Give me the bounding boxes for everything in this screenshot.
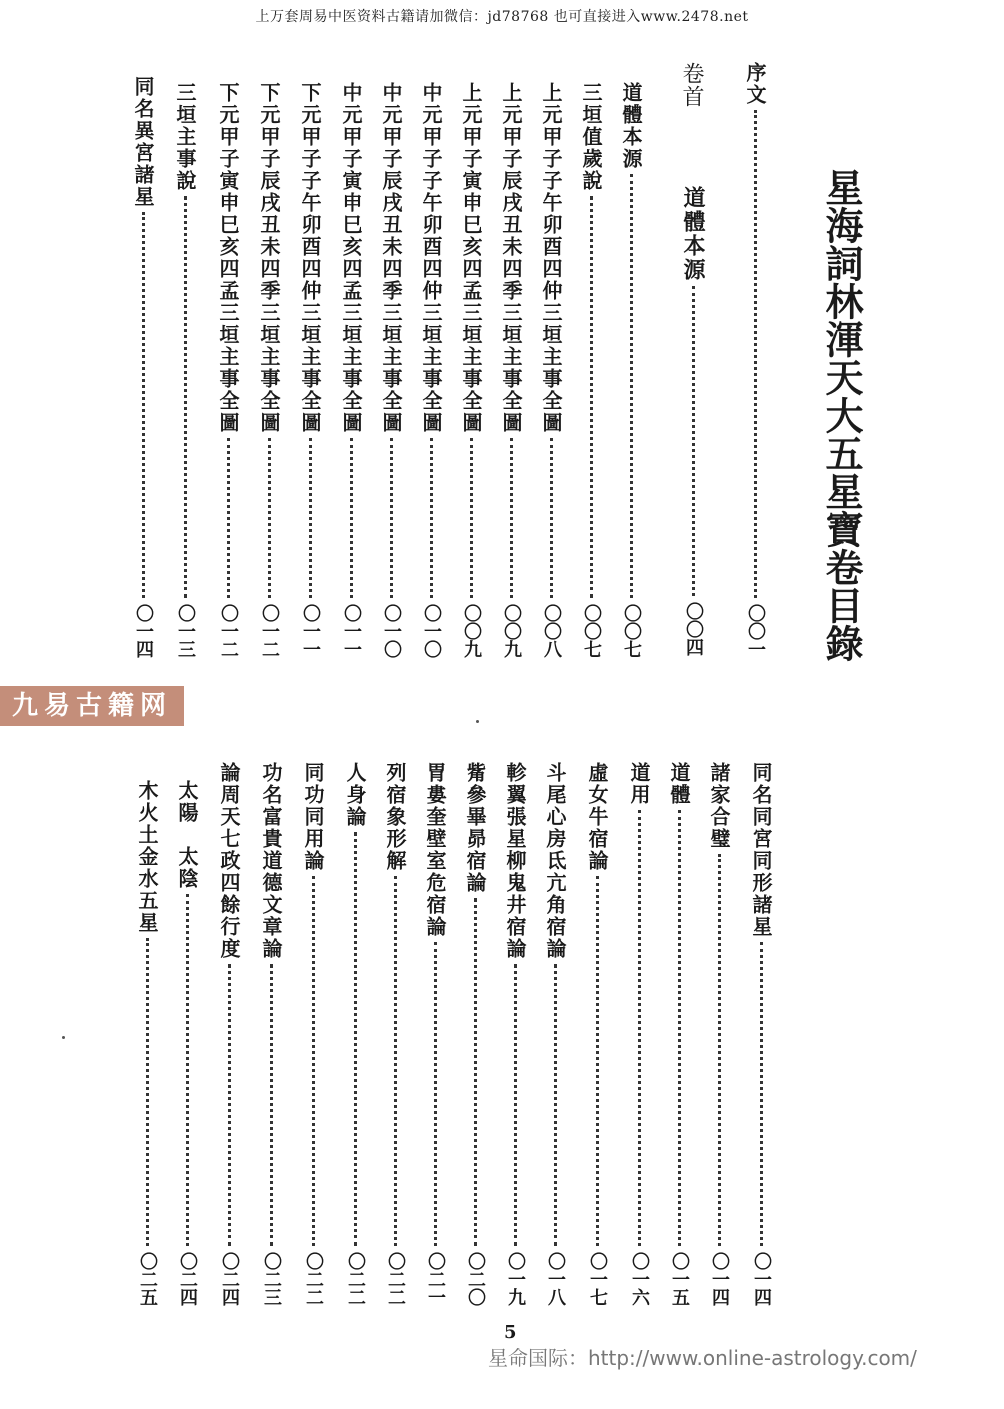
toc-entry-title: 斗尾心房氐亢角宿論	[543, 762, 567, 960]
toc-entry-page: 〇一二	[259, 604, 280, 658]
toc-entry-title: 中元甲子辰戌丑未四季三垣主事全圖	[379, 82, 403, 434]
toc-entry-title: 上元甲子子午卯酉四仲三垣主事全圖	[539, 82, 563, 434]
leader-dots	[268, 438, 271, 598]
toc-entry-title: 軫翼張星柳鬼井宿論	[503, 762, 527, 960]
toc-entry-page: 〇〇九	[461, 604, 482, 658]
toc-entry[interactable]	[380, 762, 410, 1306]
leader-dots	[227, 438, 230, 598]
toc-entry[interactable]	[376, 82, 406, 658]
toc-entry-page: 〇二三	[261, 1252, 282, 1306]
toc-entry[interactable]	[460, 762, 490, 1306]
page-number: 5	[504, 1322, 517, 1343]
toc-entry[interactable]	[132, 780, 162, 1306]
toc-entry-title: 同功同用論	[301, 762, 325, 872]
volume-head-entry[interactable]	[678, 186, 708, 656]
leader-dots	[550, 438, 553, 598]
toc-entry-title: 列宿象形解	[383, 762, 407, 872]
toc-entry-page: 〇〇九	[501, 604, 522, 658]
toc-entry-page: 〇一五	[669, 1252, 690, 1306]
leader-dots	[394, 876, 397, 1246]
leader-dots	[184, 196, 187, 598]
toc-entry-title: 論周天七政四餘行度	[217, 762, 241, 960]
leader-dots	[596, 876, 599, 1246]
toc-entry-title: 下元甲子辰戌丑未四季三垣主事全圖	[257, 82, 281, 434]
leader-dots	[312, 876, 315, 1246]
toc-entry[interactable]	[170, 82, 200, 658]
toc-entry[interactable]	[298, 762, 328, 1306]
toc-entry-title: 太陽 太陰	[175, 780, 199, 890]
toc-entry-page: 〇二四	[177, 1252, 198, 1306]
leader-dots	[142, 212, 145, 598]
leader-dots	[474, 898, 477, 1246]
toc-entry-title: 同名同宮同形諸星	[749, 762, 773, 938]
toc-entry[interactable]	[420, 762, 450, 1306]
toc-entry-title: 道體本源	[619, 82, 643, 170]
leader-dots	[678, 810, 681, 1246]
toc-entry-title: 下元甲子子午卯酉四仲三垣主事全圖	[298, 82, 322, 434]
volume-head-sub: 道體本源	[680, 186, 706, 282]
toc-entry-title: 序文	[743, 62, 767, 106]
toc-entry[interactable]	[576, 82, 606, 658]
toc-entry-page: 〇〇七	[621, 604, 642, 658]
toc-entry[interactable]	[256, 762, 286, 1306]
leader-dots	[430, 438, 433, 598]
toc-entry-page: 〇一六	[629, 1252, 650, 1306]
toc-entry-title: 上元甲子寅申巳亥四孟三垣主事全圖	[459, 82, 483, 434]
leader-dots	[590, 196, 593, 598]
toc-entry-title: 三垣值歲說	[579, 82, 603, 192]
toc-entry-page: 〇二二	[345, 1252, 366, 1306]
toc-entry-title: 虛女牛宿論	[585, 762, 609, 872]
toc-entry[interactable]	[536, 82, 566, 658]
scan-speck	[62, 1036, 65, 1039]
toc-entry[interactable]	[456, 82, 486, 658]
toc-entry-title: 道體	[667, 762, 691, 806]
toc-entry-page: 〇二二	[385, 1252, 406, 1306]
toc-entry[interactable]	[336, 82, 366, 658]
toc-entry-title: 下元甲子寅申巳亥四孟三垣主事全圖	[216, 82, 240, 434]
toc-entry[interactable]	[214, 762, 244, 1306]
toc-entry[interactable]	[254, 82, 284, 658]
toc-entry-page: 〇一〇	[421, 604, 442, 658]
book-title: 星海詞林渾天大五星寶卷目錄	[819, 168, 864, 662]
toc-entry[interactable]	[128, 76, 158, 658]
toc-entry-title: 功名富貴道德文章論	[259, 762, 283, 960]
toc-entry-title: 道用	[627, 762, 651, 806]
toc-entry[interactable]	[416, 82, 446, 658]
leader-dots	[390, 438, 393, 598]
leader-dots	[754, 110, 757, 598]
leader-dots	[186, 894, 189, 1246]
toc-entry-page: 〇〇八	[541, 604, 562, 658]
toc-entry-page: 〇二五	[137, 1252, 158, 1306]
leader-dots	[760, 942, 763, 1246]
toc-entry-title: 人身論	[343, 762, 367, 828]
leader-dots	[638, 810, 641, 1246]
leader-dots	[434, 942, 437, 1246]
toc-entry[interactable]	[213, 82, 243, 658]
toc-entry[interactable]	[624, 762, 654, 1306]
scan-speck	[476, 720, 479, 723]
page-ref: 〇〇四	[683, 602, 704, 656]
toc-entry-page: 〇一九	[505, 1252, 526, 1306]
leader-dots	[514, 964, 517, 1246]
toc-entry-page: 〇一二	[218, 604, 239, 658]
leader-dots	[309, 438, 312, 598]
toc-entry-title: 木火土金水五星	[135, 780, 159, 934]
toc-entry-title: 中元甲子子午卯酉四仲三垣主事全圖	[419, 82, 443, 434]
toc-entry-title: 三垣主事說	[173, 82, 197, 192]
leader-dots	[554, 964, 557, 1246]
volume-head-label: 卷首	[679, 62, 704, 108]
toc-entry-title: 上元甲子辰戌丑未四季三垣主事全圖	[499, 82, 523, 434]
toc-entry-page: 〇一一	[341, 604, 362, 658]
toc-entry-page: 〇二一	[425, 1252, 446, 1306]
toc-entry-page: 〇一四	[709, 1252, 730, 1306]
toc-entry-page: 〇二四	[219, 1252, 240, 1306]
leader-dots	[146, 938, 149, 1246]
toc-entry-title: 諸家合璧	[707, 762, 731, 850]
leader-dots	[350, 438, 353, 598]
leader-dots	[510, 438, 513, 598]
top-banner: 上万套周易中医资料古籍请加微信：jd78768 也可直接进入www.2478.net	[255, 9, 749, 25]
toc-entry-page: 〇二〇	[465, 1252, 486, 1306]
leader-dots	[630, 174, 633, 598]
toc-entry[interactable]	[740, 62, 770, 658]
toc-entry[interactable]	[616, 82, 646, 658]
toc-entry[interactable]	[496, 82, 526, 658]
toc-entry-page: 〇〇七	[581, 604, 602, 658]
toc-entry[interactable]	[295, 82, 325, 658]
toc-entry-page: 〇一一	[300, 604, 321, 658]
site-logo: 九易古籍网	[0, 686, 184, 726]
toc-entry[interactable]	[582, 762, 612, 1306]
toc-entry[interactable]	[540, 762, 570, 1306]
leader-dots	[228, 964, 231, 1246]
toc-entry[interactable]	[746, 762, 776, 1306]
toc-entry-page: 〇一四	[751, 1252, 772, 1306]
toc-entry[interactable]	[704, 762, 734, 1306]
toc-entry-page: 〇二二	[303, 1252, 324, 1306]
footer-url[interactable]: 星命国际：http://www.online-astrology.com/	[488, 1346, 917, 1370]
toc-entry[interactable]	[340, 762, 370, 1306]
leader-dots	[270, 964, 273, 1246]
leader-dots	[692, 286, 695, 596]
toc-entry-page: 〇一三	[175, 604, 196, 658]
leader-dots	[470, 438, 473, 598]
toc-entry-title: 胃婁奎壁室危宿論	[423, 762, 447, 938]
toc-entry-page: 〇一四	[133, 604, 154, 658]
toc-entry-title: 觜參畢昴宿論	[463, 762, 487, 894]
toc-entry-page: 〇一七	[587, 1252, 608, 1306]
toc-entry-title: 中元甲子寅申巳亥四孟三垣主事全圖	[339, 82, 363, 434]
toc-entry-page: 〇一八	[545, 1252, 566, 1306]
toc-entry[interactable]	[664, 762, 694, 1306]
leader-dots	[354, 832, 357, 1246]
toc-entry[interactable]	[172, 780, 202, 1306]
leader-dots	[718, 854, 721, 1246]
toc-entry-page: 〇一〇	[381, 604, 402, 658]
toc-entry-title: 同名異宮諸星	[131, 76, 155, 208]
toc-entry[interactable]	[500, 762, 530, 1306]
toc-entry-page: 〇〇一	[745, 604, 766, 658]
